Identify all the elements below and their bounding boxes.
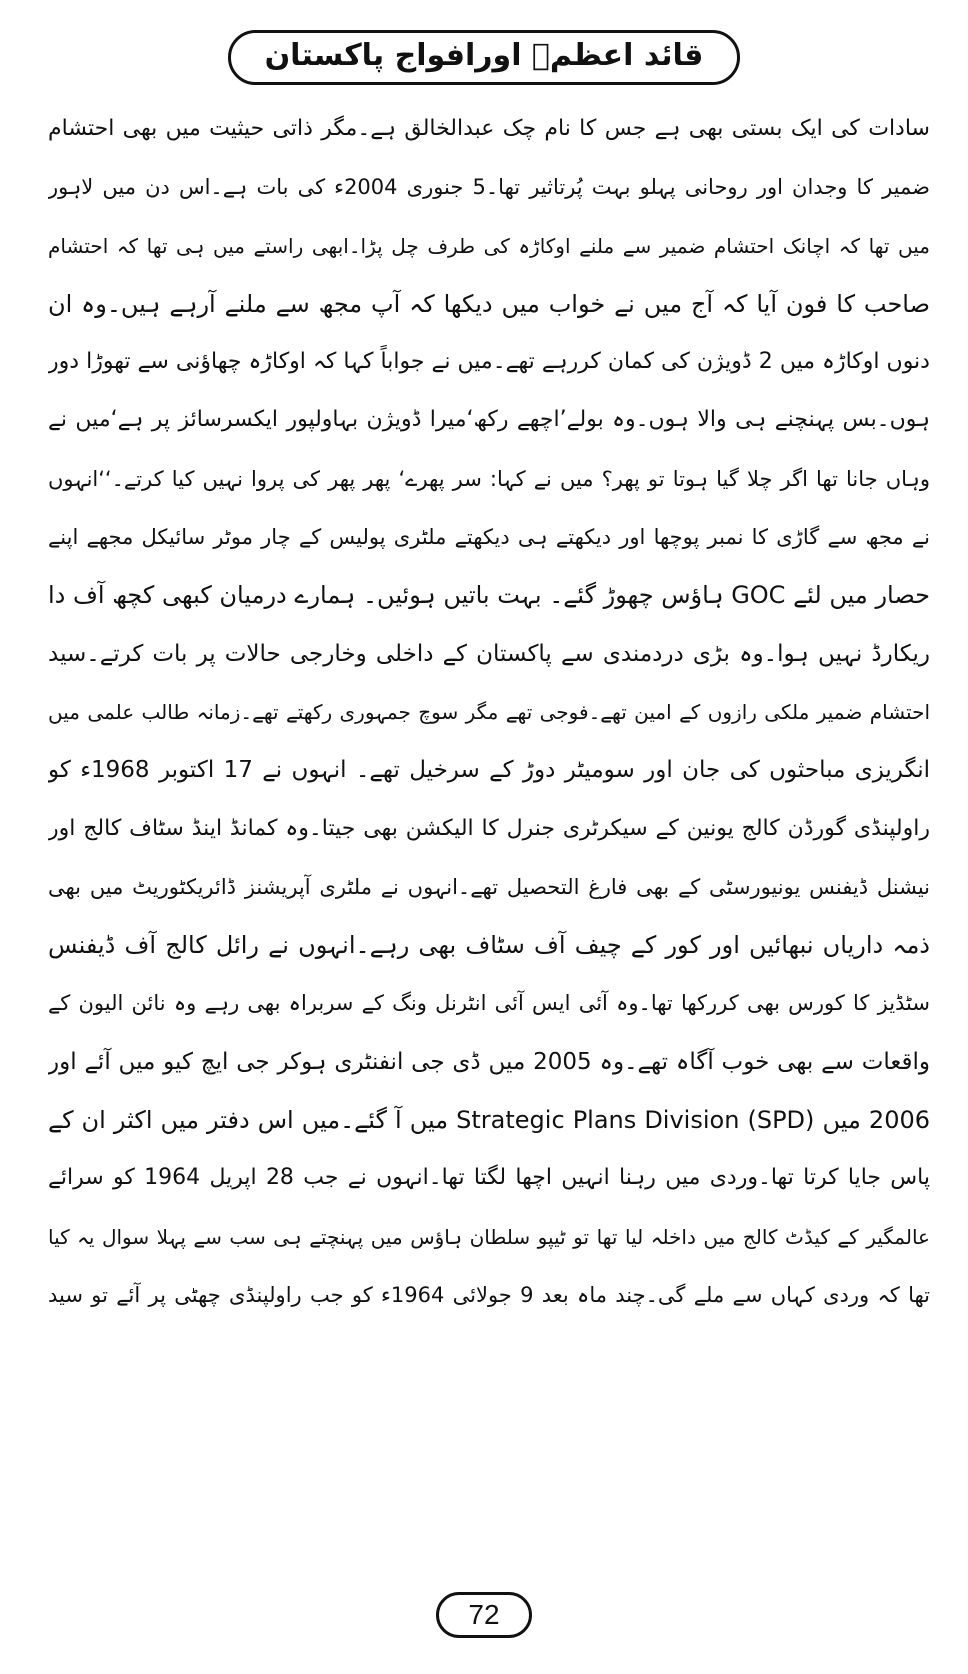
text-line: عالمگیر کے کیڈٹ کالج میں داخلہ لیا تھا تو ٹیپو سلطان ہاؤس میں پہنچتے ہی سب سے پہلا سوال یہ کیا: [48, 1224, 930, 1249]
page-number: 72: [436, 1592, 532, 1638]
text-line: دنوں اوکاڑہ میں 2 ڈویژن کی کمان کررہے تھے۔میں نے جواباً کہا کہ اوکاڑہ چھاؤنی سے تھوڑا دور: [48, 349, 930, 375]
text-line: احتشام ضمیر ملکی رازوں کے امین تھے۔فوجی تھے مگر سوچ جمہوری رکھتے تھے۔زمانہ طالب علمی میں: [48, 699, 930, 724]
body-text: [48, 100, 930, 1324]
text-line: سادات کی ایک بستی بھی ہے جس کا نام چک عبدالخالق ہے۔مگر ذاتی حیثیت میں بھی احتشام: [48, 116, 930, 141]
text-line: راولپنڈی گورڈن کالج یونین کے سیکرٹری جنرل کا الیکشن بھی جیتا۔وہ کمانڈ اینڈ سٹاف کالج اور: [48, 815, 930, 841]
text-line: واقعات سے بھی خوب آگاہ تھے۔وہ 2005 میں ڈی جی انفنٹری ہوکر جی ایچ کیو میں آئے اور: [48, 1048, 930, 1075]
text-line: ریکارڈ نہیں ہوا۔وہ بڑی دردمندی سے پاکستان کے داخلی وخارجی حالات پر بات کرتے۔سید: [48, 640, 930, 667]
text-line: انگریزی مباحثوں کی جان اور سومیٹر دوڑ کے سرخیل تھے۔ انہوں نے 17 اکتوبر 1968ء کو: [48, 757, 930, 784]
page-footer: [0, 1592, 968, 1638]
text-line: وہاں جانا تھا اگر چلا گیا ہوتا تو پھر؟ میں نے کہا: سر پھرے‘ پھر پھر کی پروا نہیں کیا کرتے۔‘‘انہوں: [48, 466, 930, 491]
text-line: ضمیر کا وجدان اور روحانی پہلو بہت پُرتاثیر تھا۔5 جنوری 2004ء کی بات ہے۔اس دن میں لاہور: [48, 175, 930, 200]
text-line: حصار میں لئے GOC ہاؤس چھوڑ گئے۔ بہت باتیں ہوئیں۔ ہمارے درمیان کبھی کچھ آف دا: [48, 581, 930, 610]
text-line: صاحب کا فون آیا کہ آج میں نے خواب میں دیکھا کہ آپ مجھ سے ملنے آرہے ہیں۔وہ ان: [48, 289, 930, 318]
text-line: ہوں۔بس پہنچنے ہی والا ہوں۔وہ بولے’اچھے رکھ‘میرا ڈویژن بہاولپور ایکسرسائز پر ہے‘میں نے: [48, 407, 930, 433]
text-line: ذمہ داریاں نبھائیں اور کور کے چیف آف سٹاف بھی رہے۔انہوں نے رائل کالج آف ڈیفنس: [48, 931, 930, 960]
text-line: میں تھا کہ اچانک احتشام ضمیر سے ملنے اوکاڑہ کی طرف چل پڑا۔ابھی راستے میں ہی تھا کہ احتشام: [48, 233, 930, 258]
text-line: تھا کہ وردی کہاں سے ملے گی۔چند ماہ بعد 9 جولائی 1964ء کو جب راولپنڈی چھٹی پر آئے تو سید: [48, 1282, 930, 1307]
chapter-title: قائد اعظمؒ اورافواج پاکستان: [228, 30, 741, 85]
text-line: نے مجھ سے گاڑی کا نمبر پوچھا اور دیکھتے ہی دیکھتے ملٹری پولیس کے چار موٹر سائیکل مجھے اپنے: [48, 525, 930, 550]
text-line: نیشنل ڈیفنس یونیورسٹی کے بھی فارغ التحصیل تھے۔انہوں نے ملٹری آپریشنز ڈائریکٹوریٹ میں بھی: [48, 874, 930, 899]
text-line: پاس جایا کرتا تھا۔وردی میں رہنا انہیں اچھا لگتا تھا۔انہوں نے جب 28 اپریل 1964 کو سرائے: [48, 1165, 930, 1191]
text-line: سٹڈیز کا کورس بھی کررکھا تھا۔وہ آئی ایس آئی انٹرنل ونگ کے سربراہ بھی رہے وہ نائن الیون کے: [48, 991, 930, 1016]
text-line: 2006 میں Strategic Plans Division (SPD) میں آ گئے۔میں اس دفتر میں اکثر ان کے: [48, 1106, 930, 1135]
chapter-header: [0, 30, 968, 85]
